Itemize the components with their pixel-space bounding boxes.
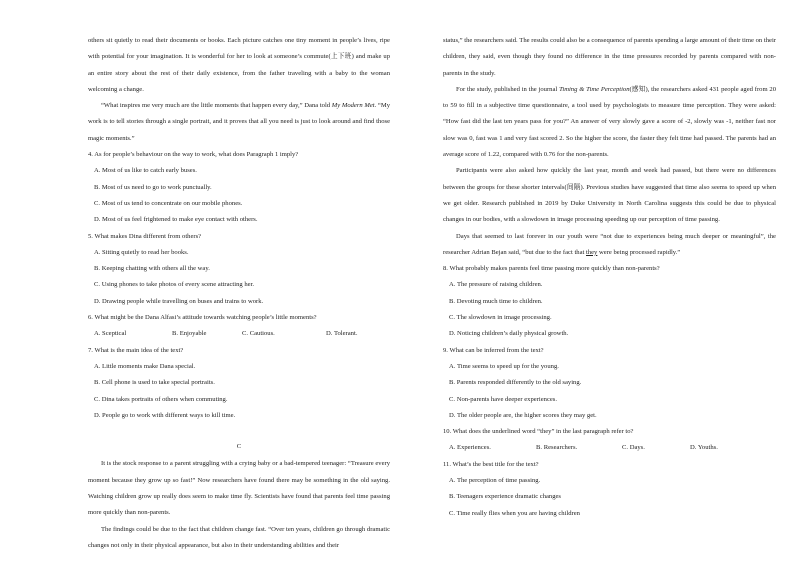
question-11: 11. What’s the best title for the text?	[443, 460, 539, 468]
q5-option-a: A. Sitting quietly to read her books.	[94, 248, 189, 256]
journal-title: Timing & Time Perception	[559, 85, 630, 93]
q8-option-c: C. The slowdown in image processing.	[449, 314, 552, 322]
q7-option-d: D. People go to work with different ways to kill time.	[94, 411, 236, 419]
q10-option-a: A. Experiences.	[449, 444, 491, 452]
q7-option-b: B. Cell phone is used to take special portraits.	[94, 379, 215, 387]
q6-options	[88, 326, 390, 342]
question-7: 7. What is the main idea of the text?	[88, 346, 184, 354]
section-c-heading: C	[236, 443, 242, 451]
q6-option-d: D. Tolerant.	[326, 330, 358, 338]
q7-option-c: C. Dina takes portraits of others when commuting.	[94, 395, 228, 403]
q10-option-d: D. Youths.	[690, 444, 718, 452]
question-10: 10. What does the underlined word “they” in the last paragraph refer to?	[443, 428, 634, 436]
q4-option-c: C. Most of us tend to concentrate on our mobile phones.	[94, 199, 243, 207]
q8-option-a: A. The pressure of raising children.	[449, 281, 543, 289]
passage-c-paragraph-1: It is the stock response to a parent struggling with a crying baby or a bad-tempered teenager: “Treasure every moment because they grow up so fast!” Now researchers have found there may be something in the old saying. Watching children grow up really does seem to make time fly. Scientists have found that parents feel time passing more quickly than non-parents.	[88, 460, 390, 517]
q11-option-b: B. Teenagers experience dramatic changes	[449, 493, 562, 501]
q9-option-a: A. Time seems to speed up for the young.	[449, 362, 559, 370]
q11-option-a: A. The perception of time passing.	[449, 477, 541, 485]
passage-c-paragraph-2: The findings could be due to the fact that children change fast. “Over ten years, children go through dramatic changes not only in their physical appearance, but also in their understanding abilities and their	[88, 525, 390, 549]
q10-options	[443, 440, 776, 456]
magazine-title: My Modern Met	[331, 102, 375, 110]
passage-c-paragraph-5: Days that seemed to last forever in our youth were “not due to experiences being much deeper or meaningful”, the researcher Adrian Bejan said, “but due to the fact that they were being processed rapidly.”	[443, 232, 776, 256]
q10-option-b: B. Researchers.	[536, 444, 578, 452]
right-column	[443, 33, 776, 522]
question-6: 6. What might be the Dana Alfasi’s attitude towards watching people’s little moments?	[88, 314, 317, 322]
q5-option-d: D. Drawing people while travelling on buses and trains to work.	[94, 297, 264, 305]
q4-option-a: A. Most of us like to catch early buses.	[94, 167, 197, 175]
question-5: 5. What makes Dina different from others?	[88, 232, 202, 240]
passage-c-paragraph-3: For the study, published in the journal Timing & Time Perception(感知), the researchers asked 431 people aged from 20 to 59 to fill in a subjective time questionnaire, a tool used by psychologists to measure time perception. They were asked: “How fast did the last ten years pass for you?” An answer of very slowly gave a score of -2, slowly was -1, neither fast nor slow was 0, fast was 1 and very fast scored 2. So the higher the score, the faster they felt time had passed. The parents had an average score of 1.22, compared with 0.76 for the non-parents.	[443, 85, 777, 159]
q6-option-b: B. Enjoyable	[172, 330, 207, 338]
q7-option-a: A. Little moments make Dana special.	[94, 362, 196, 370]
q4-option-d: D. Most of us feel frightened to make eye contact with others.	[94, 216, 258, 224]
q8-option-b: B. Devoting much time to children.	[449, 297, 543, 305]
q9-option-b: B. Parents responded differently to the old saying.	[449, 379, 582, 387]
passage-b-paragraph-end: others sit quietly to read their documents or books. Each picture catches one tiny moment in people’s lives, ripe with potential for your imagination. It is wonderful for her to look at someone’s commute(上下班) and make up an entire story about the rest of their daily existence, from the father traveling with a baby to the woman welcoming a change.	[88, 37, 390, 93]
question-8: 8. What probably makes parents feel time passing more quickly than non-parents?	[443, 265, 660, 273]
question-4: 4. As for people’s behaviour on the way to work, what does Paragraph 1 imply?	[88, 151, 299, 159]
left-column	[88, 33, 390, 554]
question-9: 9. What can be inferred from the text?	[443, 346, 544, 354]
q6-option-c: C. Cautious.	[242, 330, 275, 338]
q4-option-b: B. Most of us need to go to work punctually.	[94, 183, 212, 191]
q9-option-d: D. The older people are, the higher scores they may get.	[449, 411, 597, 419]
passage-b-quote-paragraph: “What inspires me very much are the little moments that happen every day,” Dana told My Modern Met. “My work is to tell stories through a single portrait, and it proves that all you need is just to look around and find those magic moments.”	[88, 102, 390, 142]
passage-c-paragraph-4: Participants were also asked how quickly the last year, month and week had passed, but there were no differences between the groups for these shorter intervals(间隔). Previous studies have suggested that time also seems to speed up when we get older. Research published in 2019 by Duke University in North Carolina suggests this could be due to physical changes in our bodies, with a slowdown in image processing speeding up our perception of time passing.	[443, 167, 776, 224]
q9-option-c: C. Non-parents have deeper experiences.	[449, 395, 558, 403]
q5-option-c: C. Using phones to take photos of every scene attracting her.	[94, 281, 255, 289]
q5-option-b: B. Keeping chatting with others all the way.	[94, 265, 210, 273]
q6-option-a: A. Sceptical	[94, 330, 127, 338]
passage-c-paragraph-2-cont: status,” the researchers said. The results could also be a consequence of parents spending a large amount of their time on their children, they said, even though they found no difference in the time pressures recorded by parents compared with non-parents in the study.	[443, 37, 776, 77]
q11-option-c: C. Time really flies when you are having children	[449, 509, 580, 517]
underlined-word-they: they	[586, 248, 598, 256]
q10-option-c: C. Days.	[622, 444, 645, 452]
q8-option-d: D. Noticing children’s daily physical growth.	[449, 330, 569, 338]
